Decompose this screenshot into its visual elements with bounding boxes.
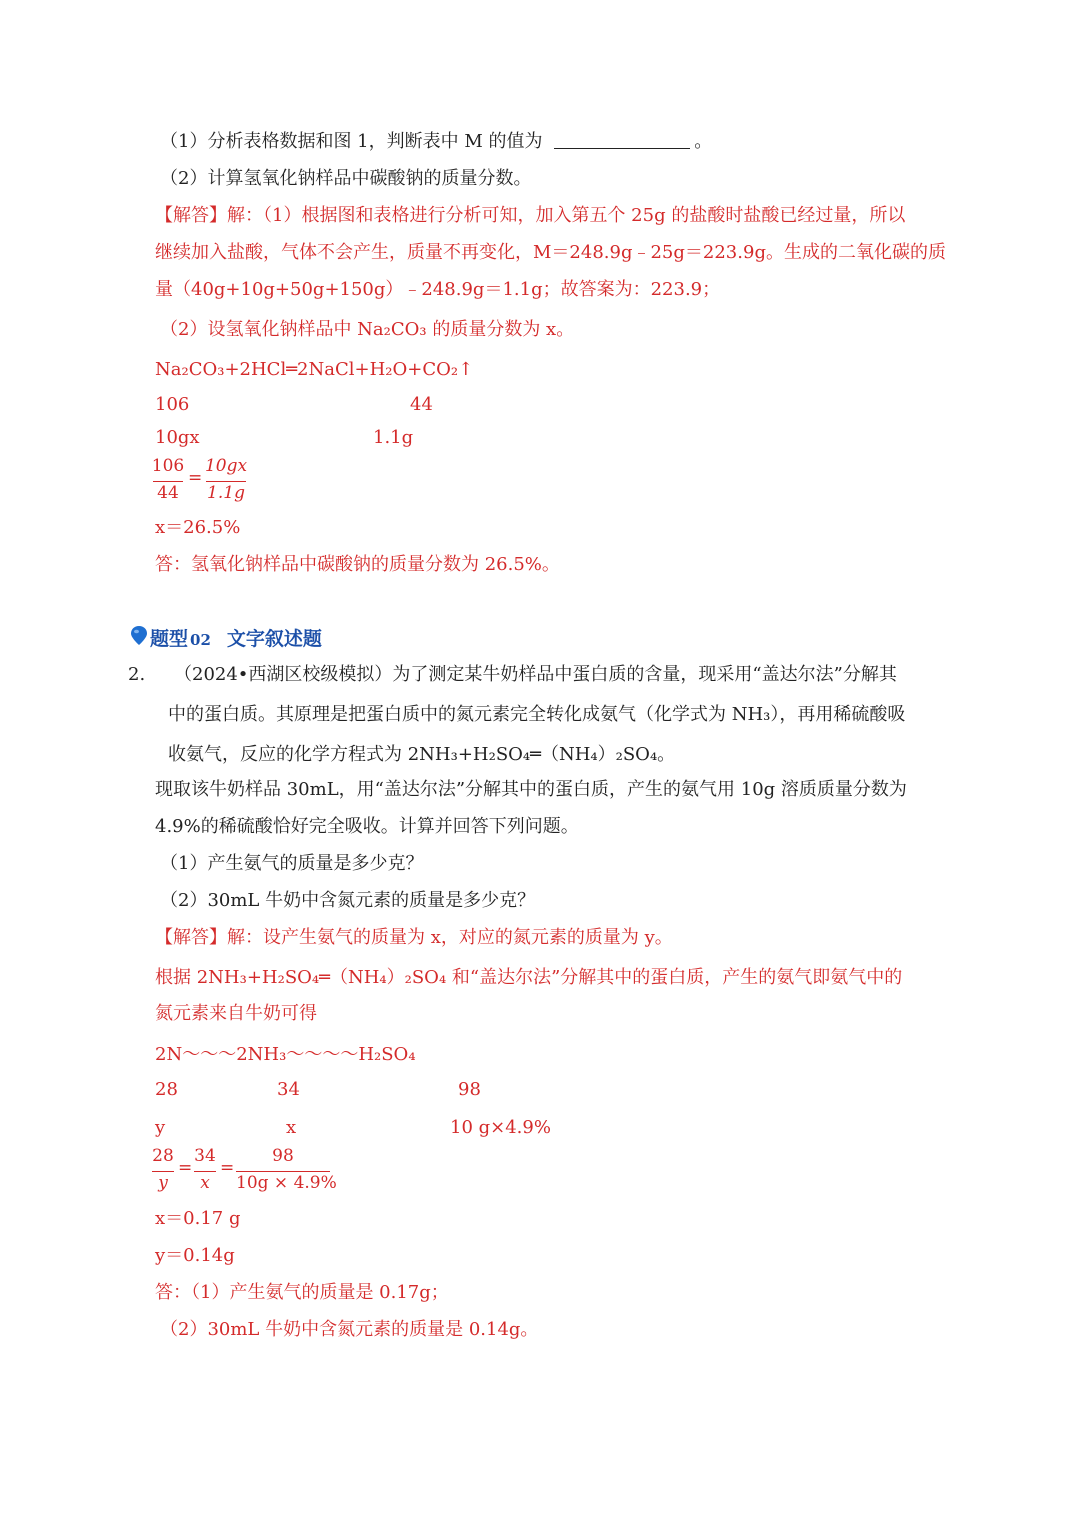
q2-stem-line: （2024•西湖区校级模拟）为了测定某牛奶样品中蛋白质的含量，现采用“盖达尔法”分解其 [174, 664, 897, 685]
proportion-equation [150, 1146, 340, 1196]
q1-answer-line: 继续加入盐酸，气体不会产生，质量不再变化，M＝248.9g﹣25g＝223.9g。生成的二氧化碳的质 [155, 242, 946, 263]
fraction-denominator: 10g × 4.9% [236, 1173, 337, 1193]
fraction-bar [236, 1171, 330, 1172]
fraction-bar [206, 481, 246, 482]
q2-var-a: y [155, 1117, 166, 1138]
q2-stem-line: 收氨气，反应的化学方程式为 2NH₃+H₂SO₄═（NH₄）₂SO₄。 [168, 744, 676, 765]
q2-part1: （1）产生氨气的质量是多少克？ [160, 853, 424, 874]
fraction-numerator: 106 [151, 456, 185, 476]
q2-answer-line: 氮元素来自牛奶可得 [155, 1003, 317, 1024]
q2-final-answer: 答：（1）产生氨气的质量是 0.17g； [155, 1282, 449, 1303]
equals-sign: = [178, 1158, 193, 1178]
q2-mass-b: 34 [277, 1079, 300, 1100]
q1-part2: （2）计算氢氧化钠样品中碳酸钠的质量分数。 [160, 168, 532, 189]
fraction-denominator: 44 [157, 483, 179, 503]
chemical-equation: Na₂CO₃+2HCl═2NaCl+H₂O+CO₂↑ [155, 359, 474, 380]
q2-var-b: x [286, 1117, 297, 1138]
q1-conclusion: 答：氢氧化钠样品中碳酸钠的质量分数为 26.5%。 [155, 554, 560, 575]
section-title [150, 624, 322, 651]
q2-part2: （2）30mL 牛奶中含氮元素的质量是多少克？ [160, 890, 536, 911]
fraction-bar [194, 1171, 216, 1172]
q1-part1-suffix: 。 [694, 131, 713, 152]
q2-stem-line: 中的蛋白质。其原理是把蛋白质中的氮元素完全转化成氨气（化学式为 NH₃），再用稀硫酸吸 [168, 704, 906, 725]
fraction-denominator: y [158, 1173, 168, 1193]
fraction-numerator: 98 [272, 1146, 294, 1166]
q2-answer-line: 【解答】解：设产生氨气的质量为 x，对应的氮元素的质量为 y。 [155, 927, 673, 948]
q2-result-y: y＝0.14g [155, 1245, 235, 1266]
q2-mass-a: 28 [155, 1079, 178, 1100]
proportion-equation [150, 456, 260, 506]
molar-mass-right: 44 [410, 394, 433, 415]
given-left: 10gx [155, 427, 200, 448]
equals-sign: = [220, 1158, 235, 1178]
fraction-numerator: 10gx [204, 456, 248, 476]
q2-stem-line: 4.9%的稀硫酸恰好完全吸收。计算并回答下列问题。 [155, 816, 579, 837]
q2-stem-line: 现取该牛奶样品 30mL，用“盖达尔法”分解其中的蛋白质，产生的氨气用 10g 溶质质量分数为 [155, 779, 907, 800]
fraction-bar [152, 1171, 174, 1172]
given-right: 1.1g [373, 427, 414, 448]
q2-relation: 2N～～～2NH₃～～～～H₂SO₄ [155, 1044, 416, 1065]
q1-answer-line: 量（40g+10g+50g+150g）﹣248.9g＝1.1g；故答案为：223.9； [155, 279, 721, 300]
section-name: 文字叙述题 [226, 628, 322, 650]
q2-var-c: 10 g×4.9% [450, 1117, 551, 1138]
pin-drop-icon [128, 624, 150, 646]
fraction-denominator: 1.1g [207, 483, 245, 503]
q2-final-answer: （2）30mL 牛奶中含氮元素的质量是 0.14g。 [160, 1319, 539, 1340]
molar-mass-left: 106 [155, 394, 190, 415]
fraction-bar [153, 481, 183, 482]
q2-number: 2. [128, 664, 146, 685]
q1-answer-line: 【解答】解：（1）根据图和表格进行分析可知，加入第五个 25g 的盐酸时盐酸已经过量，所以 [155, 205, 906, 226]
q2-answer-line: 根据 2NH₃+H₂SO₄═（NH₄）₂SO₄ 和“盖达尔法”分解其中的蛋白质，产生的氨气即氨气中的 [155, 967, 903, 988]
q2-result-x: x＝0.17 g [155, 1208, 241, 1229]
fraction-denominator: x [200, 1173, 210, 1193]
q2-mass-c: 98 [458, 1079, 481, 1100]
fraction-numerator: 34 [194, 1146, 216, 1166]
q1-part1-text: （1）分析表格数据和图 1，判断表中 M 的值为 [160, 131, 549, 152]
section-number: 02 [190, 631, 211, 649]
section-label: 题型 [150, 628, 189, 650]
q1-answer-part2: （2）设氢氧化钠样品中 Na₂CO₃ 的质量分数为 x。 [160, 319, 575, 340]
fraction-numerator: 28 [152, 1146, 174, 1166]
equals-sign: = [188, 468, 203, 488]
q1-part1 [160, 130, 712, 154]
answer-blank [554, 130, 690, 149]
q1-result: x＝26.5% [155, 517, 241, 538]
